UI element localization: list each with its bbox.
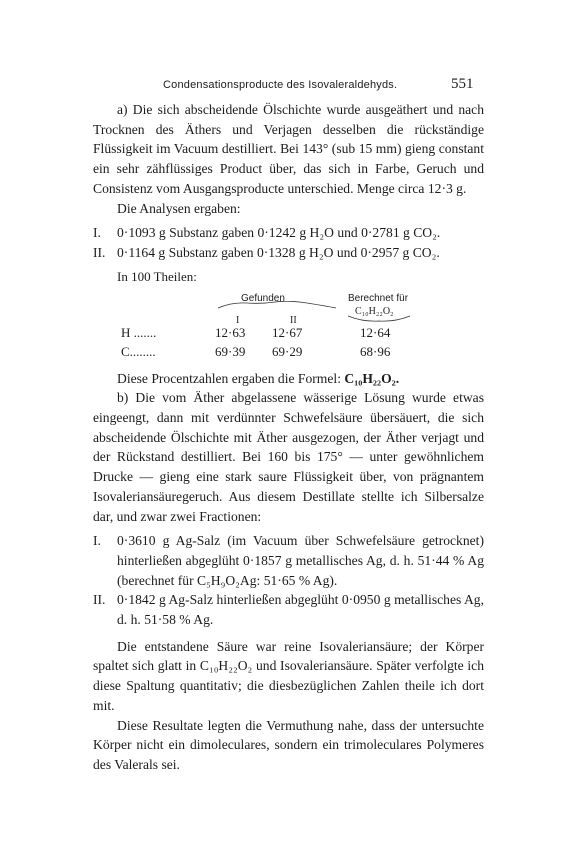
analysis-list <box>93 223 484 262</box>
row-value-calc: 12·64 <box>360 324 391 340</box>
fraction-list <box>93 531 484 630</box>
analysis-item: I. 0·1093 g Substanz gaben 0·1242 g H₂O und 0·2781 g CO₂. <box>93 225 441 241</box>
calc-header: Berechnet für <box>348 292 409 304</box>
row-element: C........ <box>121 343 156 359</box>
paragraph-b: b) Die vom Äther abgelassene wässerige Lösung wurde etwas eingeengt, dann mit verdünnter Schwefelsäure übersäuert, die sich abscheidende Ölschichte mit Äther ausgezogen, der Äther verjagt und der Rückstand destilliert. Bei 160 bis 175° — unter gewöhnlichem Drucke — gieng eine stark saure Flüssigkeit über, von prägnantem Isovaleriansäuregeruch. Aus diesem Destillate stellte ich Silbersalze dar, und zwar zwei Fractionen: <box>93 390 484 524</box>
row-element: H ....... <box>121 324 157 340</box>
fraction-item: I. 0·3610 g Ag-Salz (im Vacuum über Schwefelsäure getrocknet) hinterließen abgeglüht 0·1857 g metallisches Ag, d. h. 51·44 % Ag (berechnet für C₅H₉O₂Ag: 51·65 % Ag). <box>93 533 484 588</box>
percent-table <box>93 265 484 361</box>
row-value-calc: 68·96 <box>360 343 391 359</box>
col-I-header: I <box>236 314 240 326</box>
paragraph-c: Die entstandene Säure war reine Isovaleriansäure; der Körper spaltet sich glatt in C₁₀H₂₂O₂ und Isovaleriansäure. Später verfolgte ich diese Spaltung quantitativ; die diesbezüglichen Zahlen theile ich dort mit. <box>93 638 484 713</box>
page-number: 551 <box>451 76 474 92</box>
formula: C₁₀H₂₂O₂. <box>344 370 400 386</box>
formula-statement: Diese Procentzahlen ergaben die Formel: C₁₀H₂₂O₂. <box>117 370 400 386</box>
row-value-II: 69·29 <box>272 343 303 359</box>
calc-brace <box>347 315 411 323</box>
paragraph-a: a) Die sich abscheidende Ölschichte wurde ausgeäthert und nach Trocknen des Äthers und Verjagen desselben die rückständige Flüssigkeit im Vacuum destilliert. Bei 143° (sub 15 mm) gieng constant ein sehr zähflüssiges Product über, das sich in Farbe, Geruch und Consistenz vom Ausgangsproducte unterschied. Menge circa 12·3 g. <box>93 102 484 196</box>
table-caption: In 100 Theilen: <box>117 268 197 284</box>
page-body <box>93 100 484 775</box>
page-header <box>0 76 567 96</box>
row-value-I: 69·39 <box>215 343 246 359</box>
paragraph-d: Diese Resultate legten die Vermuthung nahe, dass der untersuchte Körper nicht ein dimoleculares, sondern ein trimoleculares Polymeres des Valerals sei. <box>93 717 484 772</box>
row-value-I: 12·63 <box>215 324 246 340</box>
running-title: Condensationsproducte des Isovaleraldehyds. <box>163 79 398 91</box>
row-value-II: 12·67 <box>272 324 303 340</box>
fraction-item: II. 0·1842 g Ag-Salz hinterließen abgeglüht 0·0950 g metallisches Ag, d. h. 51·58 % Ag. <box>93 592 484 628</box>
analysis-item: II. 0·1164 g Substanz gaben 0·1328 g H₂O und 0·2957 g CO₂. <box>93 244 440 260</box>
analysen-intro: Die Analysen ergaben: <box>117 200 241 216</box>
found-brace <box>217 301 337 309</box>
calc-formula: C₁₀H₂₂O₂ <box>355 305 394 317</box>
found-header: Gefunden <box>241 292 285 304</box>
col-II-header: II <box>290 314 297 326</box>
